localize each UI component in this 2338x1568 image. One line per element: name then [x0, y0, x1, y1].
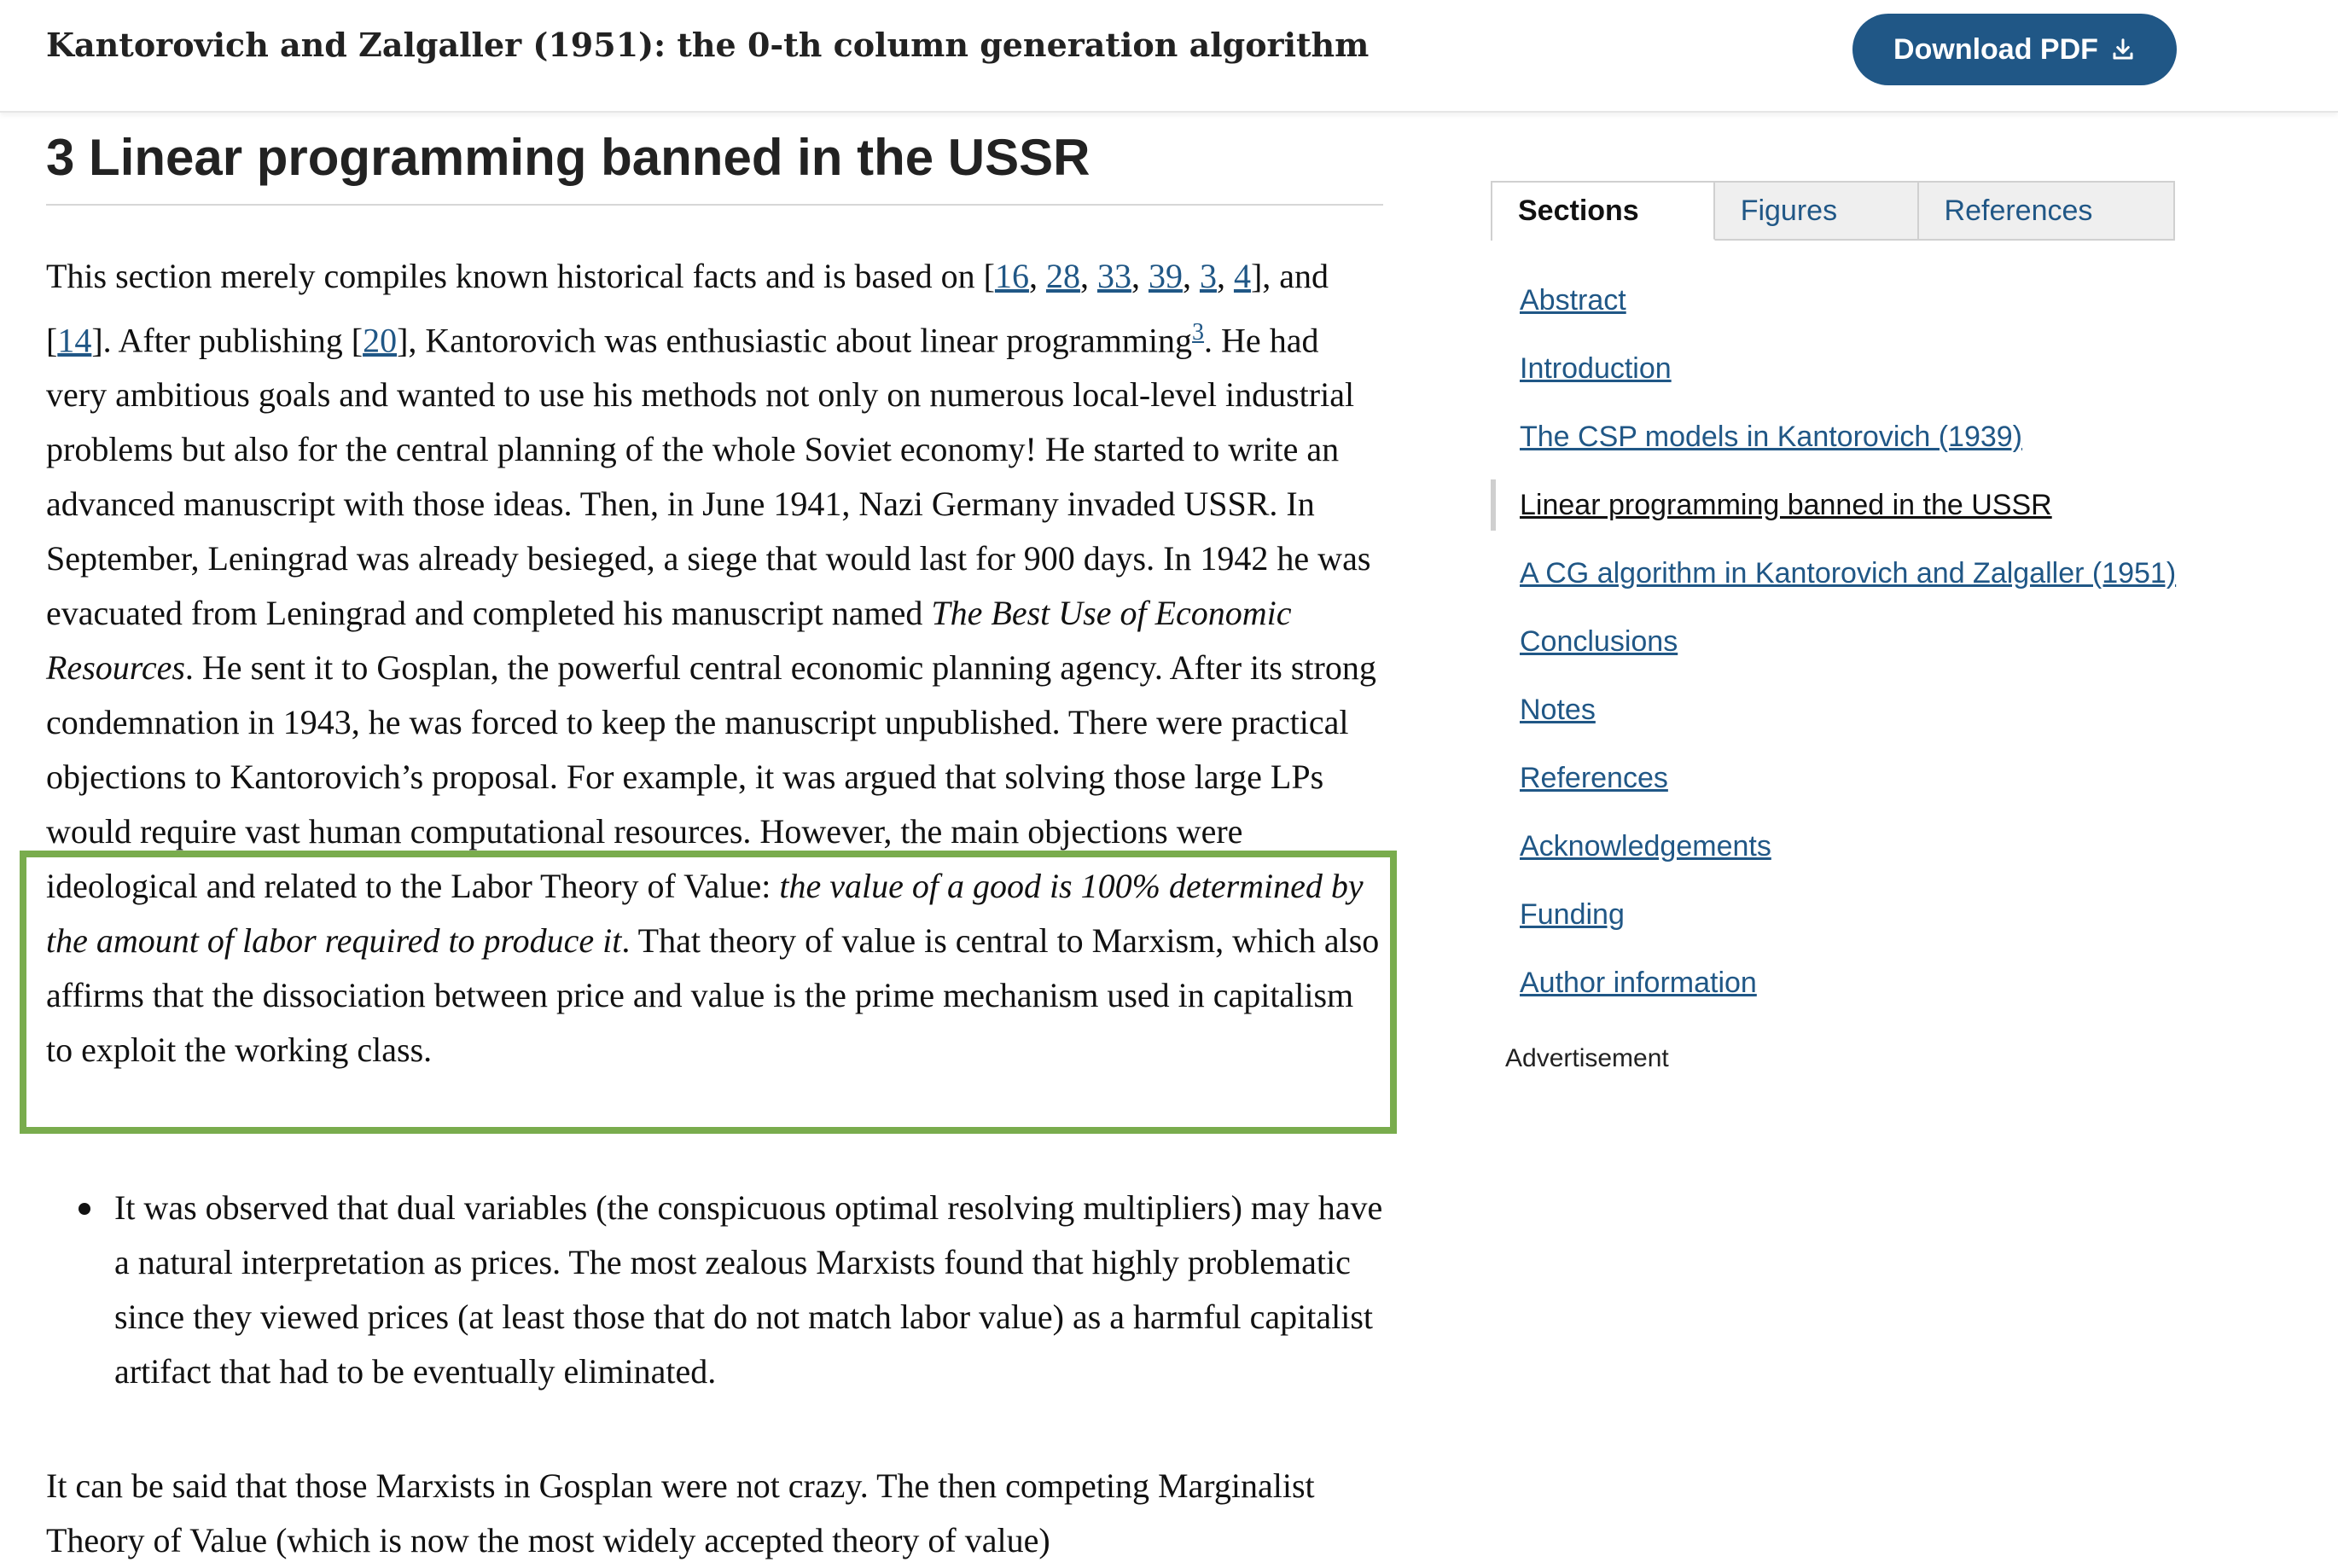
text-run: . He had very ambitious goals and wanted to use his methods not only on numerous local-level industrial problems but also for the central planning of the whole Soviet economy! He started to write an advanced manuscript with those ideas. Then, in June 1941, Nazi Germany invaded USSR. In September, Leningrad was already besieged, a siege that would last for 900 days. In 1942 he was evacuated from Leningrad and completed his manuscript named — [46, 321, 1371, 633]
toc-item-abstract[interactable] — [1491, 266, 2175, 334]
sidebar — [1491, 181, 2175, 1073]
bullet-list — [46, 1181, 1383, 1399]
tab-references[interactable]: References — [1944, 194, 2093, 227]
toc-link[interactable]: Author information — [1520, 966, 1757, 999]
labor-theory-quote: the value of a good is 100% determined by the amount of labor required to produce it — [46, 867, 1364, 961]
text-run: ], and [ — [46, 257, 1329, 360]
toc-link[interactable]: Funding — [1520, 897, 1625, 931]
toc-link[interactable]: Linear programming banned in the USSR — [1520, 488, 2052, 521]
toc-item-csp-models[interactable] — [1491, 403, 2175, 471]
citation-link[interactable]: 3 — [1199, 257, 1217, 295]
toc-link[interactable]: Acknowledgements — [1520, 829, 1771, 862]
list-item — [46, 1181, 1383, 1399]
bullet-icon — [79, 1203, 90, 1215]
text-run: This section merely compiles known historical facts and is based on [ — [46, 257, 995, 295]
text-run: . That theory of value is central to Marxism, which also affirms that the dissociation between price and value is the prime mechanism used in capitalism to exploit the working class. — [46, 921, 1380, 1070]
sections-toc — [1491, 266, 2175, 1017]
citation-link[interactable]: 28 — [1045, 257, 1080, 295]
toc-link[interactable]: References — [1520, 761, 1668, 794]
toc-link[interactable]: The CSP models in Kantorovich (1939) — [1520, 420, 2023, 453]
toc-item-acknowledgements[interactable] — [1491, 812, 2175, 880]
toc-link[interactable]: A CG algorithm in Kantorovich and Zalgaller (1951) — [1520, 556, 2177, 589]
toc-link[interactable]: Conclusions — [1520, 624, 1678, 658]
citation-link[interactable]: 20 — [363, 321, 398, 360]
toc-item-author-information[interactable] — [1491, 949, 2175, 1017]
advertisement-label: Advertisement — [1505, 1044, 1669, 1072]
toc-item-introduction[interactable] — [1491, 334, 2175, 403]
citation-link[interactable]: 14 — [57, 321, 92, 360]
citation-link[interactable]: 4 — [1233, 257, 1251, 295]
text-run: ], Kantorovich was enthusiastic about linear programming — [397, 321, 1193, 360]
section-heading: 3 Linear programming banned in the USSR — [46, 128, 1383, 206]
toc-item-conclusions[interactable] — [1491, 607, 2175, 676]
text-run: . He sent it to Gosplan, the powerful central economic planning agency. After its strong condemnation in 1943, he was forced to keep the manuscript unpublished. There were practical objections to Kantorovich’s proposal. For example, it was argued that solving those large LPs would require vast human computational resources. However, the main objections were ideological and related to the Labor Theory of Value: — [46, 648, 1376, 906]
text-run: ]. After publishing [ — [91, 321, 363, 360]
download-icon — [2110, 37, 2136, 62]
toc-item-cg-algorithm[interactable] — [1491, 539, 2175, 607]
toc-item-lp-banned[interactable] — [1491, 471, 2175, 539]
top-bar — [0, 0, 2338, 113]
article-content — [46, 128, 1383, 206]
paragraph-next — [46, 1459, 1383, 1568]
download-pdf-label: Download PDF — [1893, 32, 2098, 66]
citation-link[interactable]: 39 — [1148, 257, 1183, 295]
sidebar-tabs — [1491, 181, 2175, 241]
paragraph-next-text: It can be said that those Marxists in Gosplan were not crazy. The then competing Marginalist Theory of Value (which is now the most widely accepted theory of value) — [46, 1466, 1315, 1559]
tab-figures[interactable]: Figures — [1715, 183, 1919, 239]
list-item-text: It was observed that dual variables (the conspicuous optimal resolving multipliers) may have a natural interpretation as prices. The most zealous Marxists found that highly problematic since they viewed prices (at least those that do not match labor value) as a harmful capitalist artifact that had to be eventually eliminated. — [114, 1188, 1383, 1391]
document-title: Kantorovich and Zalgaller (1951): the 0-th column generation algorithm — [46, 26, 1370, 64]
toc-item-funding[interactable] — [1491, 880, 2175, 949]
citation-link[interactable]: 33 — [1096, 257, 1131, 295]
download-pdf-button[interactable] — [1852, 14, 2177, 85]
citation-link[interactable]: 16 — [994, 257, 1029, 295]
footnote-link[interactable]: 3 — [1192, 319, 1205, 346]
tab-sections[interactable]: Sections — [1492, 183, 1715, 241]
book-title: The Best Use of Economic Resources — [46, 594, 1292, 688]
toc-item-references[interactable] — [1491, 744, 2175, 812]
toc-link[interactable]: Abstract — [1520, 283, 1626, 317]
toc-item-notes[interactable] — [1491, 676, 2175, 744]
toc-link[interactable]: Introduction — [1520, 351, 1672, 385]
toc-link[interactable]: Notes — [1520, 693, 1596, 726]
paragraph-main: This section merely compiles known historical facts and is based on [16, 28, 33, 39, 3, 4], and [14]. After publishing [20], Kantorovich was enthusiastic about linear programming$^3$. He had very ambitious goals and wanted to use his methods not only on numerous local-level industrial problems but also for the central planning of the whole Soviet economy! He started to write an advanced manuscript with those ideas. Then, in June 1941, Nazi Germany invaded USSR. In September, Leningrad was already besieged, a siege that would last for 900 days. In 1942 he was evacuated from Leningrad and completed his manuscript named The Best Use of Economic Resources. He sent it to Gosplan, the powerful central economic planning agency. After its strong condemnation in 1943, he was forced to keep the manuscript unpublished. There were practical objections to Kantorovich’s proposal. For example, it was argued that solving those large LPs would require vast human computational resources. However, the main objections were ideological and related to the Labor Theory of Value: the value of a good is 100% determined by the amount of labor required to produce it. That theory of value is central to Marxism, which also affirms that the dissociation between price and value is the prime mechanism used in capitalism to exploit the working class. — [46, 257, 1380, 1070]
